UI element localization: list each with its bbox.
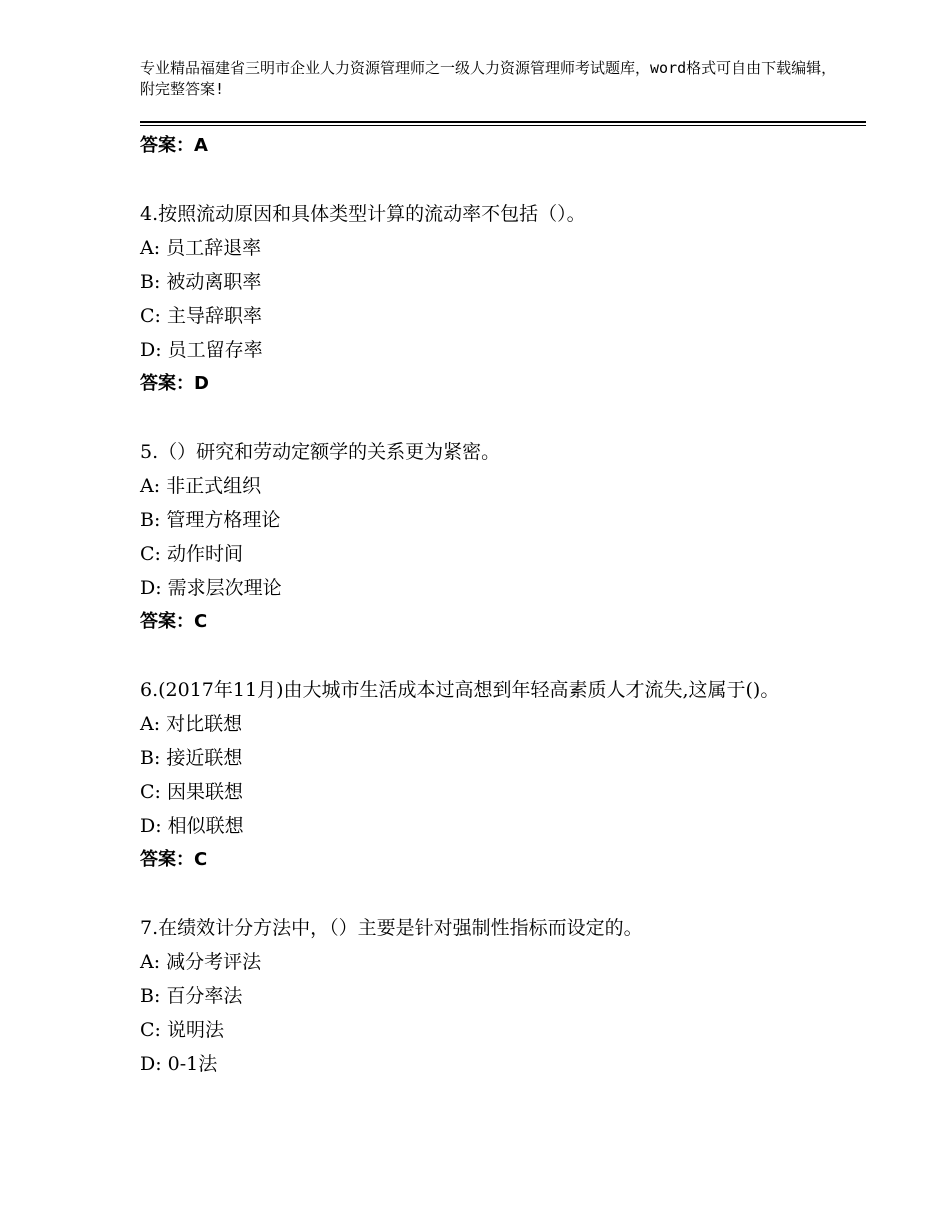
header-divider [140, 121, 866, 123]
option-c: C: 主导辞职率 [140, 305, 262, 327]
option-b: B: 接近联想 [140, 747, 243, 769]
header-divider-thin [140, 125, 866, 126]
answer-line: 答案：D [140, 373, 209, 394]
spacer [140, 163, 840, 197]
question-stem: 5.（）研究和劳动定额学的关系更为紧密。 [140, 441, 501, 463]
spacer [140, 401, 840, 435]
option-a: A: 减分考评法 [140, 951, 262, 973]
option-d: D: 需求层次理论 [140, 577, 282, 599]
answer-line: 答案：C [140, 849, 208, 870]
question-7 [140, 911, 840, 1081]
question-list [140, 129, 840, 1081]
answer-line: 答案：A [140, 135, 208, 156]
answer-line: 答案：C [140, 611, 208, 632]
option-c: C: 动作时间 [140, 543, 243, 565]
option-a: A: 员工辞退率 [140, 237, 262, 259]
option-a: A: 对比联想 [140, 713, 243, 735]
option-b: B: 被动离职率 [140, 271, 262, 293]
option-c: C: 说明法 [140, 1019, 224, 1041]
question-stem: 4.按照流动原因和具体类型计算的流动率不包括（）。 [140, 203, 586, 225]
spacer [140, 877, 840, 911]
page-header: 专业精品福建省三明市企业人力资源管理师之一级人力资源管理师考试题库，word格式可自由下载编辑，附完整答案! [140, 59, 837, 98]
option-d: D: 相似联想 [140, 815, 244, 837]
option-a: A: 非正式组织 [140, 475, 262, 497]
spacer [140, 639, 840, 673]
option-d: D: 员工留存率 [140, 339, 263, 361]
option-d: D: 0-1法 [140, 1053, 218, 1075]
question-stem: 7.在绩效计分方法中，（）主要是针对强制性指标而设定的。 [140, 917, 643, 939]
option-b: B: 管理方格理论 [140, 509, 281, 531]
question-5 [140, 435, 840, 639]
option-c: C: 因果联想 [140, 781, 243, 803]
option-b: B: 百分率法 [140, 985, 243, 1007]
question-4 [140, 197, 840, 401]
question-stem: 6.(2017年11月)由大城市生活成本过高想到年轻高素质人才流失,这属于()。 [140, 679, 780, 701]
question-6 [140, 673, 840, 877]
